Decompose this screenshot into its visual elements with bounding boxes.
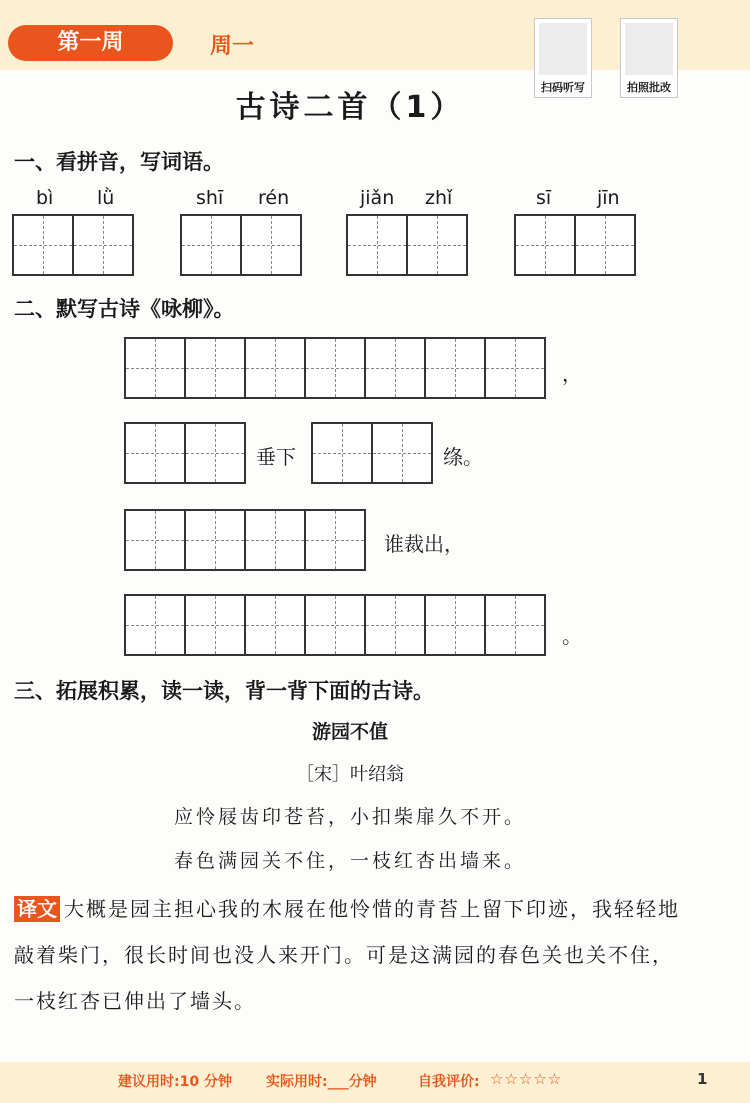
writing-cell[interactable] [184, 509, 246, 571]
page-number: 1 [697, 1070, 708, 1088]
section-2-heading: 二、默写古诗《咏柳》。 [14, 297, 235, 321]
writing-grid-word-1[interactable] [12, 214, 132, 276]
writing-cell[interactable] [184, 422, 246, 484]
writing-cell[interactable] [244, 594, 306, 656]
pinyin-3a: jiǎn [360, 187, 395, 209]
writing-cell[interactable] [304, 509, 366, 571]
writing-cell[interactable] [184, 594, 246, 656]
writing-cell[interactable] [184, 337, 246, 399]
pinyin-3b: zhǐ [425, 187, 453, 209]
pinyin-4a: sī [536, 187, 552, 209]
writing-cell[interactable] [484, 594, 546, 656]
poem-line-4-punct: 。 [562, 624, 582, 648]
writing-grid-word-4[interactable] [514, 214, 634, 276]
writing-cell[interactable] [72, 214, 134, 276]
poem-line-3-text: 谁裁出， [384, 532, 464, 556]
writing-cell[interactable] [244, 509, 306, 571]
poem-author: ［宋］叶绍翁 [296, 764, 404, 785]
writing-cell[interactable] [364, 337, 426, 399]
writing-cell[interactable] [514, 214, 576, 276]
writing-cell[interactable] [244, 337, 306, 399]
pinyin-1a: bì [36, 187, 54, 209]
writing-cell[interactable] [304, 594, 366, 656]
writing-cell[interactable] [240, 214, 302, 276]
pinyin-2b: rén [258, 187, 290, 209]
writing-grid-word-2[interactable] [180, 214, 300, 276]
rating-stars-icon[interactable]: ☆☆☆☆☆ [490, 1070, 563, 1088]
poem-line-3-grid[interactable] [124, 509, 364, 571]
translation-block [14, 886, 694, 1024]
poem-line-2-grid-a[interactable] [124, 422, 244, 484]
page-title: 古诗二首（1） [235, 90, 465, 125]
writing-cell[interactable] [574, 214, 636, 276]
pinyin-2a: shī [196, 187, 224, 209]
self-evaluation-label: 自我评价: [418, 1074, 480, 1090]
poem-line-2-grid-b[interactable] [311, 422, 431, 484]
pinyin-4b: jīn [597, 187, 620, 209]
writing-cell[interactable] [124, 337, 186, 399]
photo-grading-label: 拍照批改 [627, 81, 671, 94]
qr-code-image [539, 23, 587, 75]
pinyin-1b: lǜ [97, 187, 115, 209]
translation-badge: 译文 [14, 896, 60, 922]
poem-line-1-grid[interactable] [124, 337, 544, 399]
section-1-heading: 一、看拼音，写词语。 [14, 150, 224, 174]
writing-cell[interactable] [304, 337, 366, 399]
writing-cell[interactable] [124, 509, 186, 571]
writing-cell[interactable] [180, 214, 242, 276]
writing-cell[interactable] [424, 594, 486, 656]
writing-cell[interactable] [424, 337, 486, 399]
poem-line-1-punct: ， [562, 362, 582, 386]
scan-dictation-label: 扫码听写 [541, 81, 585, 94]
writing-cell[interactable] [346, 214, 408, 276]
week-label: 第一周 [8, 25, 173, 61]
section-3-heading: 三、拓展积累，读一读，背一背下面的古诗。 [14, 679, 434, 703]
writing-cell[interactable] [371, 422, 433, 484]
poem-title: 游园不值 [311, 721, 388, 743]
poem-line-2-end: 绦。 [443, 445, 483, 469]
writing-cell[interactable] [124, 594, 186, 656]
writing-cell[interactable] [484, 337, 546, 399]
writing-cell[interactable] [12, 214, 74, 276]
footer-band [0, 1062, 750, 1103]
poem-line-2: 春色满园关不住，一枝红杏出墙来。 [173, 850, 526, 872]
translation-text: 大概是园主担心我的木屐在他怜惜的青苔上留下印迹，我轻轻地敲着柴门，很长时间也没人来开门。可是这满园的春色关也关不住，一枝红杏已伸出了墙头。 [14, 897, 680, 1013]
writing-cell[interactable] [364, 594, 426, 656]
writing-cell[interactable] [311, 422, 373, 484]
writing-cell[interactable] [406, 214, 468, 276]
day-label: 周一 [210, 34, 255, 59]
suggested-time: 建议用时:10 分钟 [118, 1074, 232, 1090]
writing-cell[interactable] [124, 422, 186, 484]
poem-line-2-text: 垂下 [256, 445, 296, 469]
actual-time: 实际用时:___分钟 [266, 1074, 377, 1090]
poem-line-4-grid[interactable] [124, 594, 544, 656]
qr-code-image [625, 23, 673, 75]
writing-grid-word-3[interactable] [346, 214, 466, 276]
poem-line-1: 应怜屐齿印苍苔，小扣柴扉久不开。 [173, 806, 526, 828]
